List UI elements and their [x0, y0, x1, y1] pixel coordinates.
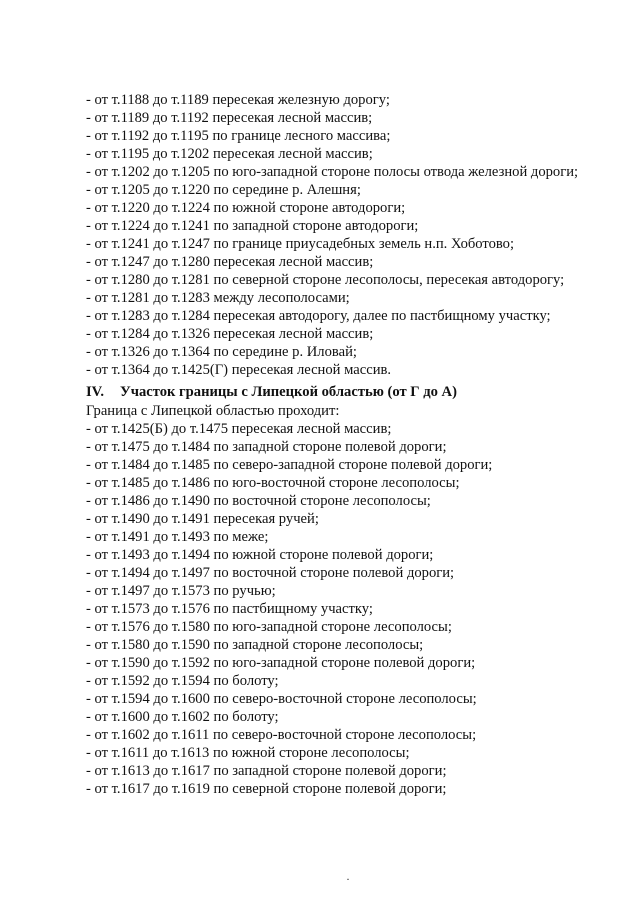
- list-item: - от т.1192 до т.1195 по границе лесного массива;: [86, 128, 391, 144]
- list-item: - от т.1576 до т.1580 по юго-западной стороне лесополосы;: [86, 619, 452, 635]
- list-item: - от т.1493 до т.1494 по южной стороне полевой дороги;: [86, 547, 434, 563]
- list-item: - от т.1241 до т.1247 по границе приусадебных земель н.п. Хоботово;: [86, 236, 515, 252]
- list-item: - от т.1490 до т.1491 пересекая ручей;: [86, 511, 319, 527]
- list-item: - от т.1600 до т.1602 по болоту;: [86, 709, 279, 725]
- list-item: - от т.1611 до т.1613 по южной стороне лесополосы;: [86, 745, 410, 761]
- section-heading: [86, 383, 631, 401]
- section-iv: [86, 383, 631, 798]
- list-item: - от т.1484 до т.1485 по северо-западной стороне полевой дороги;: [86, 457, 493, 473]
- list-item: - от т.1497 до т.1573 по ручью;: [86, 583, 276, 599]
- list-item: - от т.1220 до т.1224 по южной стороне автодороги;: [86, 200, 406, 216]
- list-item: - от т.1247 до т.1280 пересекая лесной массив;: [86, 254, 374, 270]
- section-number: IV.: [86, 384, 104, 400]
- list-item: - от т.1283 до т.1284 пересекая автодорогу, далее по пастбищному участку;: [86, 308, 551, 324]
- list-item: - от т.1364 до т.1425(Г) пересекая лесной массив.: [86, 362, 392, 378]
- list-item: - от т.1617 до т.1619 по северной стороне полевой дороги;: [86, 781, 447, 797]
- list-item: - от т.1195 до т.1202 пересекая лесной массив;: [86, 146, 373, 162]
- list-item: - от т.1491 до т.1493 по меже;: [86, 529, 269, 545]
- list-item: - от т.1280 до т.1281 по северной стороне лесополосы, пересекая автодорогу;: [86, 272, 565, 288]
- list-item: - от т.1485 до т.1486 по юго-восточной стороне лесополосы;: [86, 475, 460, 491]
- section-intro: Граница с Липецкой областью проходит:: [86, 403, 340, 419]
- list-item: - от т.1594 до т.1600 по северо-восточной стороне лесополосы;: [86, 691, 477, 707]
- list-item: - от т.1602 до т.1611 по северо-восточной стороне лесополосы;: [86, 727, 477, 743]
- list-item: - от т.1580 до т.1590 по западной стороне лесополосы;: [86, 637, 424, 653]
- list-item: - от т.1592 до т.1594 по болоту;: [86, 673, 279, 689]
- list-item: - от т.1281 до т.1283 между лесополосами;: [86, 290, 350, 306]
- list-item: - от т.1284 до т.1326 пересекая лесной массив;: [86, 326, 374, 342]
- list-item: - от т.1224 до т.1241 по западной стороне автодороги;: [86, 218, 419, 234]
- page-footer-mark: ·: [346, 872, 350, 886]
- list-item: - от т.1494 до т.1497 по восточной стороне полевой дороги;: [86, 565, 455, 581]
- boundary-list-previous: [86, 91, 631, 379]
- list-item: - от т.1205 до т.1220 по середине р. Алешня;: [86, 182, 361, 198]
- list-item: - от т.1189 до т.1192 пересекая лесной массив;: [86, 110, 373, 126]
- list-item: - от т.1326 до т.1364 по середине р. Иловай;: [86, 344, 357, 360]
- list-item: - от т.1202 до т.1205 по юго-западной стороне полосы отвода железной дороги;: [86, 164, 579, 180]
- list-item: - от т.1613 до т.1617 по западной стороне полевой дороги;: [86, 763, 447, 779]
- list-item: - от т.1573 до т.1576 по пастбищному участку;: [86, 601, 373, 617]
- section-title: Участок границы с Липецкой областью (от Г до А): [120, 384, 457, 400]
- list-item: - от т.1590 до т.1592 по юго-западной стороне полевой дороги;: [86, 655, 476, 671]
- list-item: - от т.1486 до т.1490 по восточной стороне лесополосы;: [86, 493, 431, 509]
- list-item: - от т.1188 до т.1189 пересекая железную дорогу;: [86, 92, 390, 108]
- list-item: - от т.1425(Б) до т.1475 пересекая лесной массив;: [86, 421, 392, 437]
- list-item: - от т.1475 до т.1484 по западной стороне полевой дороги;: [86, 439, 447, 455]
